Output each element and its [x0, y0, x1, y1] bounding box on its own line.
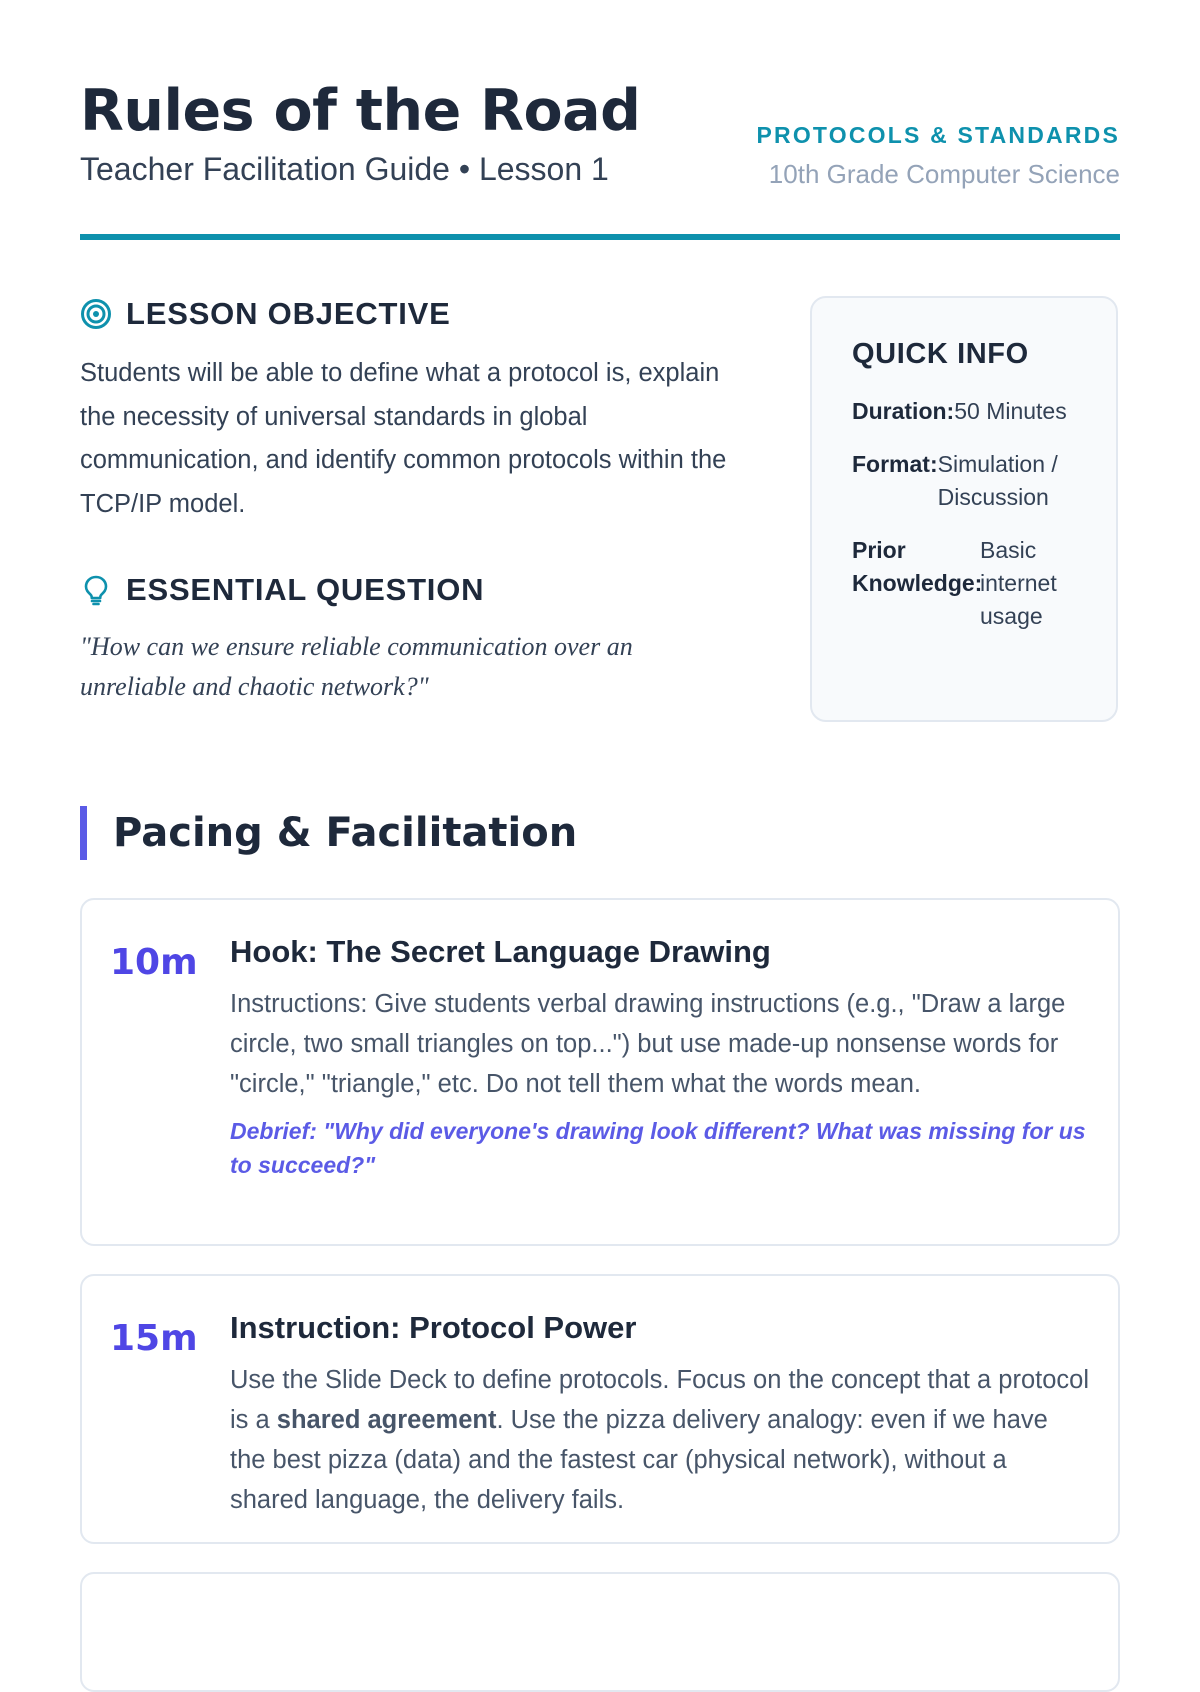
pacing-title: Pacing & Facilitation	[113, 810, 578, 856]
step-description-emphasis: shared agreement	[276, 1406, 497, 1434]
objective-heading-label: LESSON OBJECTIVE	[126, 296, 451, 331]
step-title: Instruction: Protocol Power	[230, 1310, 637, 1345]
info-value: 50 Minutes	[954, 398, 1067, 424]
info-key: Prior Knowledge:	[852, 537, 983, 596]
quick-info-row-prior-knowledge	[852, 534, 1092, 633]
topic-kicker: PROTOCOLS & STANDARDS	[756, 122, 1120, 148]
header-meta	[756, 122, 1120, 190]
question-heading-label: ESSENTIAL QUESTION	[126, 572, 485, 607]
quick-info-title: QUICK INFO	[852, 338, 1029, 370]
pacing-step-hook	[80, 898, 1120, 1246]
lesson-guide-page	[80, 0, 1120, 1514]
quick-info-card	[810, 296, 1118, 722]
step-description-text: Use the Slide Deck to define protocols. Focus on the concept that a protocol is a	[230, 1366, 1089, 1434]
page-header	[80, 0, 1120, 240]
step-description: Instructions: Give students verbal drawing instructions (e.g., "Draw a large circle, two small triangles on top...") but use made-up nonsense words for "circle," "triangle," etc. Do not tell them what the words mean.	[230, 990, 1066, 1098]
step-duration: 10m	[110, 942, 198, 983]
question-heading	[80, 572, 484, 608]
quick-info-row-format	[852, 448, 1092, 514]
step-description	[230, 1360, 1090, 1520]
step-debrief: Debrief: "Why did everyone's drawing look different? What was missing for us to succeed?"	[230, 1118, 1086, 1178]
page-subtitle: Teacher Facilitation Guide • Lesson 1	[80, 151, 609, 187]
info-value: Simulation / Discussion	[937, 451, 1058, 510]
pacing-step-next	[80, 1572, 1120, 1692]
step-body	[230, 934, 1090, 1182]
objective-text: Students will be able to define what a protocol is, explain the necessity of universal standards in global communication, and identify common protocols within the TCP/IP model.	[80, 359, 727, 518]
essential-question-text: "How can we ensure reliable communication over an unreliable and chaotic network?"	[80, 632, 633, 701]
target-icon	[80, 298, 112, 330]
info-key: Duration:	[852, 398, 955, 424]
pacing-accent-bar	[80, 806, 87, 860]
step-description-text: . Use the pizza delivery analogy: even if we have the best pizza (data) and the fastest car (physical network), without a shared language, the delivery fails.	[230, 1406, 1048, 1514]
grade-label: 10th Grade Computer Science	[768, 159, 1120, 189]
objective-heading	[80, 296, 451, 332]
page-title: Rules of the Road	[80, 78, 641, 144]
step-duration: 15m	[110, 1318, 198, 1359]
step-title: Hook: The Secret Language Drawing	[230, 934, 771, 969]
info-key: Format:	[852, 451, 938, 477]
lightbulb-icon	[80, 574, 112, 606]
pacing-heading	[80, 806, 577, 860]
quick-info-row-duration	[852, 395, 1092, 428]
header-divider	[80, 234, 1120, 240]
info-value: Basic internet usage	[980, 537, 1057, 629]
pacing-step-instruction	[80, 1274, 1120, 1544]
step-body	[230, 1310, 1090, 1520]
